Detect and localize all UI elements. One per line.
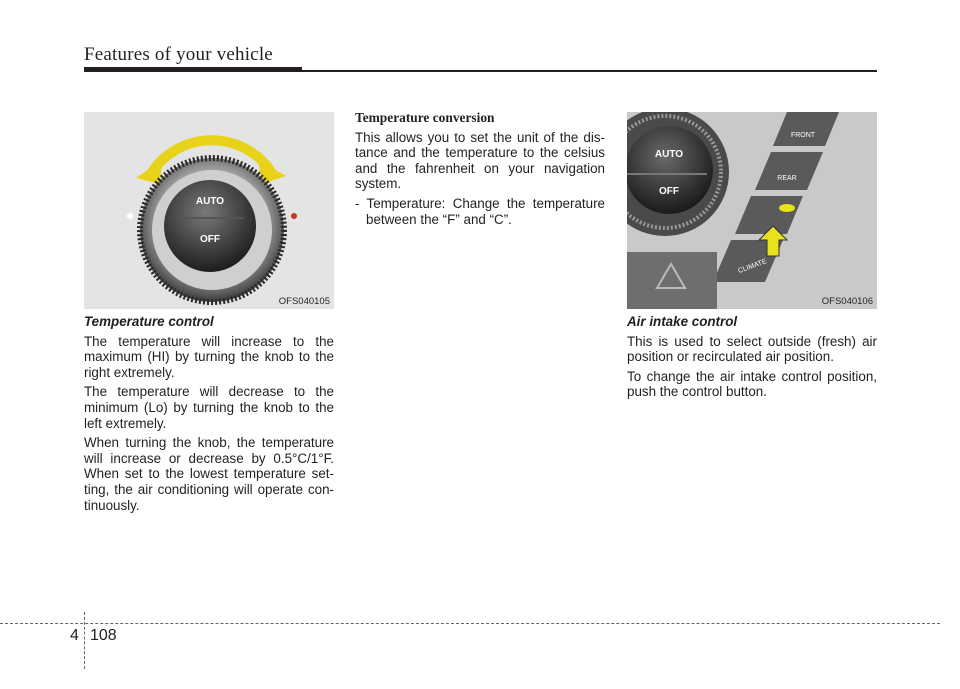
temperature-conversion-heading: Temperature conversion [355, 110, 495, 125]
paragraph: The temperature will increase to the maximum (HI) by turning the knob to the right extremely. [84, 333, 334, 380]
air-intake-control-section [627, 314, 877, 404]
figure-code-left: OFS040105 [278, 296, 330, 307]
paragraph: The temperature will decrease to the minimum (Lo) by turning the knob to the left extremely. [84, 384, 334, 431]
footer-rule [0, 623, 940, 624]
temperature-control-section [84, 314, 334, 517]
air-intake-illustration [627, 112, 877, 309]
header-rule-thick [84, 67, 302, 72]
temperature-knob-illustration [84, 112, 334, 309]
page-number: 108 [90, 627, 117, 644]
figure-code-right: OFS040106 [821, 296, 873, 307]
header-rule-thin [302, 70, 877, 72]
air-intake-control-heading: Air intake control [627, 314, 738, 329]
air-intake-figure [627, 112, 877, 309]
paragraph: To change the air intake control position, push the control button. [627, 368, 877, 400]
rear-defrost-label: REAR [777, 175, 797, 182]
paragraph: When turning the knob, the temperature will increase or decrease by 0.5°C/1°F. When set to the lowest temperature set-ting, the air conditioning will operate con-tinuously. [84, 435, 334, 513]
page-header-title: Features of your vehicle [84, 44, 273, 65]
bullet-item: - Temperature: Change the temperature between the “F” and “C”. [355, 195, 605, 227]
front-defrost-label: FRONT [790, 132, 816, 139]
paragraph: This allows you to set the unit of the dis-tance and the temperature to the celsius and the fahrenheit on your navigation system. [355, 129, 605, 192]
off-button-label: OFF [200, 234, 220, 245]
temperature-knob-figure [84, 112, 334, 309]
footer-divider [84, 612, 85, 669]
auto-button-label: AUTO [195, 196, 225, 207]
section-number: 4 [70, 627, 79, 644]
climate-label: CLIMATE [737, 258, 768, 275]
off-button-label-right: OFF [659, 186, 679, 197]
temperature-control-heading: Temperature control [84, 314, 214, 329]
paragraph: This is used to select outside (fresh) air position or recirculated air position. [627, 333, 877, 365]
auto-button-label-right: AUTO [654, 149, 684, 160]
temperature-conversion-section [355, 110, 605, 231]
